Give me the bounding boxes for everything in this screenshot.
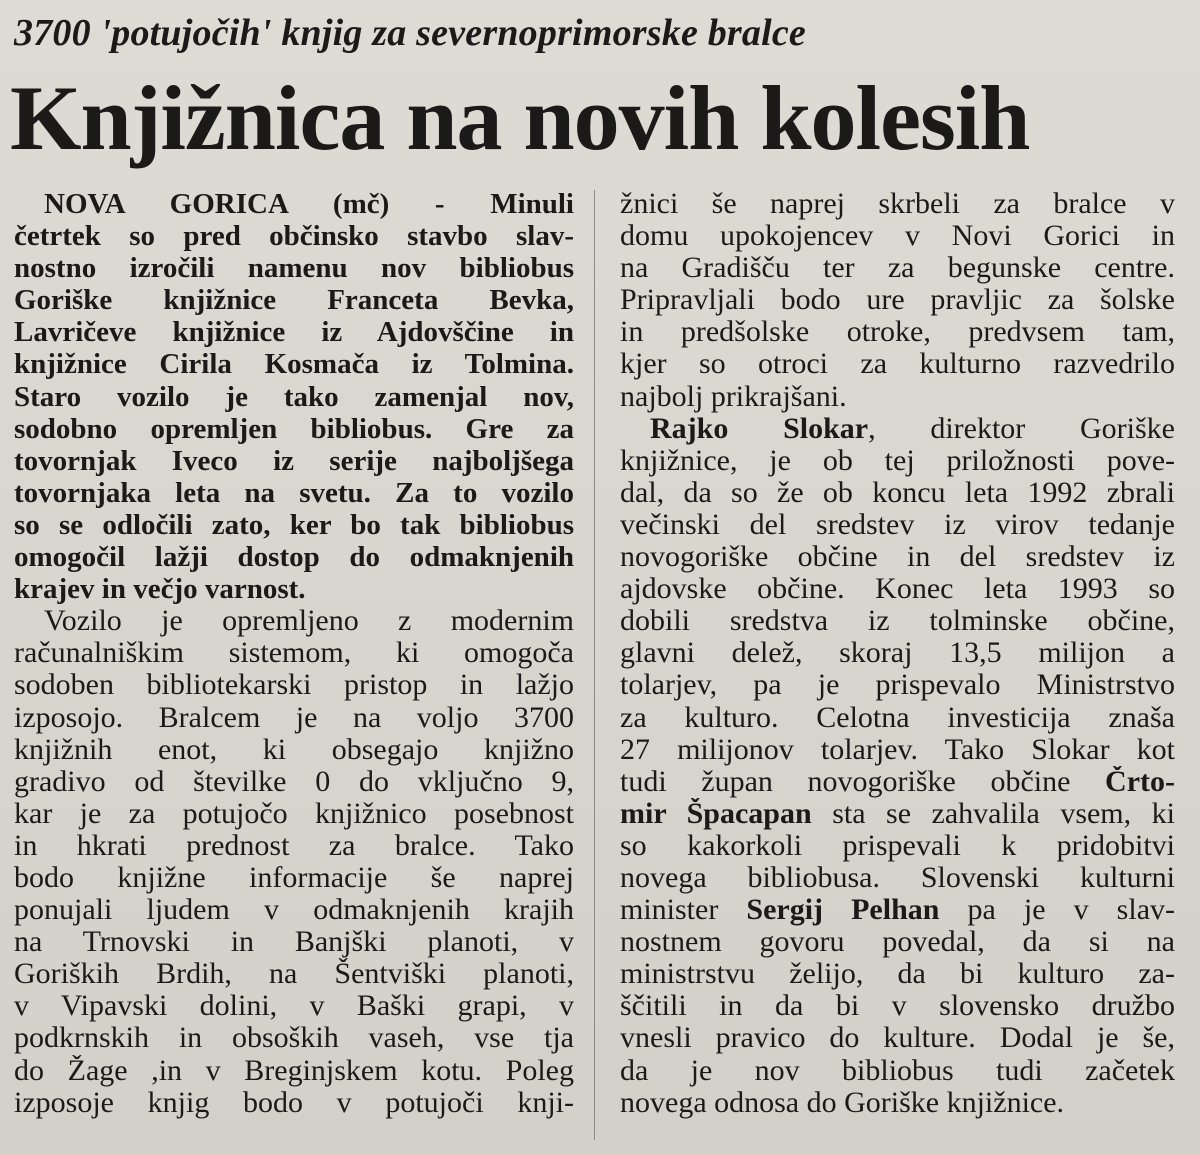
text-line: do Žage ,in v Breginjskem kotu. Poleg	[14, 1054, 574, 1087]
text-line: ščitili in da bi v slovensko družbo	[620, 990, 1175, 1023]
text-line: na Trnovski in Banjški planoti, v	[14, 926, 574, 959]
text-fragment: tudi župan novogoriške občine	[620, 765, 1106, 798]
text-line	[620, 798, 1175, 830]
text-line: izposoje knjig bodo v potujoči knji-	[14, 1086, 574, 1119]
lead-paragraph	[14, 188, 574, 605]
text-line: novega bibliobusa. Slovenski kulturni	[620, 861, 1175, 894]
text-line: izposojo. Bralcem je na voljo 3700	[14, 701, 574, 734]
text-line: tovornjaka leta na svetu. Za to vozilo	[14, 476, 574, 509]
text-line: kjer so otroci za kulturno razvedrilo	[620, 348, 1175, 381]
text-line: četrtek so pred občinsko stavbo slav-	[14, 220, 574, 253]
text-fragment: sta se zahvalila vsem, ki	[811, 797, 1175, 830]
text-line: da je nov bibliobus tudi začetek	[620, 1054, 1175, 1087]
text-line: na Gradišču ter za begunske centre.	[620, 252, 1175, 285]
text-line: knjižnice Cirila Kosmača iz Tolmina.	[14, 348, 574, 381]
text-line: tolarjev, pa je prispevalo Ministrstvo	[620, 669, 1175, 702]
text-line: nostno izročili namenu nov bibliobus	[14, 252, 574, 285]
text-line: so se odločili zato, ker bo tak bibliobus	[14, 508, 574, 541]
text-line: NOVA GORICA (mč) - Minuli	[44, 188, 574, 220]
body-paragraph	[14, 605, 574, 1119]
text-line: 27 milijonov tolarjev. Tako Slokar kot	[620, 733, 1175, 766]
text-line: v Vipavski dolini, v Baški grapi, v	[14, 990, 574, 1023]
text-line: sodobno opremljen bibliobus. Gre za	[14, 412, 574, 445]
text-line: domu upokojencev v Novi Gorici in	[620, 220, 1175, 253]
text-fragment: minister	[620, 894, 747, 927]
director-paragraph	[620, 413, 1175, 1119]
text-line: vnesli pravico do kulture. Dodal je še,	[620, 1022, 1175, 1055]
article-headline: Knjižnica na novih kolesih	[10, 67, 1030, 169]
text-line	[620, 894, 1175, 926]
text-line: so kakorkoli prispevali k pridobitvi	[620, 829, 1175, 862]
column-divider	[594, 190, 595, 1140]
text-line	[620, 766, 1175, 798]
text-line: in hkrati prednost za bralce. Tako	[14, 829, 574, 862]
person-name-mayor-part2: mir Špacapan	[620, 797, 812, 830]
text-line: knjižnih enot, ki obsegajo knjižno	[14, 733, 574, 766]
text-line: najbolj prikrajšani.	[620, 380, 847, 413]
text-line: novega odnosa do Goriške knjižnice.	[620, 1086, 1065, 1119]
text-line: dobili sredstva iz tolminske občine,	[620, 605, 1175, 638]
text-line	[620, 413, 1175, 445]
text-line: glavni delež, skoraj 13,5 milijon a	[620, 637, 1175, 670]
text-fragment: , direktor Goriške	[868, 412, 1175, 445]
text-line: tovornjak Iveco iz serije najboljšega	[14, 444, 574, 477]
text-line: Staro vozilo je tako zamenjal nov,	[14, 380, 574, 413]
text-line: gradivo od številke 0 do vključno 9,	[14, 765, 574, 798]
text-line: Pripravljali bodo ure pravljic za šolske	[620, 284, 1175, 317]
text-line: novogoriške občine in del sredstev iz	[620, 541, 1175, 574]
text-line: Lavričeve knjižnice iz Ajdovščine in	[14, 316, 574, 349]
text-line: bodo knjižne informacije še naprej	[14, 861, 574, 894]
text-line: nostnem govoru povedal, da si na	[620, 926, 1175, 959]
text-line: podkrnskih in obsoških vaseh, vse tja	[14, 1022, 574, 1055]
text-line: sodoben bibliotekarski pristop in lažjo	[14, 669, 574, 702]
text-line: Goriških Brdih, na Šentviški planoti,	[14, 958, 574, 991]
text-line: večinski del sredstev iz virov tedanje	[620, 508, 1175, 541]
text-line: knjižnice, je ob tej priložnosti pove-	[620, 444, 1175, 477]
text-line: Vozilo je opremljeno z modernim	[44, 605, 574, 638]
article-kicker: 3700 'potujočih' knjig za severnoprimorske bralce	[14, 12, 806, 54]
text-line: in predšolske otroke, predvsem tam,	[620, 316, 1175, 349]
text-line: Goriške knjižnice Franceta Bevka,	[14, 284, 574, 317]
text-line: kar je za potujočo knjižnico posebnost	[14, 797, 574, 830]
person-name-mayor-part1: Črto-	[1105, 765, 1175, 798]
person-name-director: Rajko Slokar	[650, 412, 869, 445]
text-line: omogočil lažji dostop do odmaknjenih	[14, 541, 574, 574]
text-line: za kulturo. Celotna investicija znaša	[620, 701, 1175, 734]
text-line: dal, da so že ob koncu leta 1992 zbrali	[620, 476, 1175, 509]
left-column	[14, 188, 574, 1119]
text-line: krajev in večjo varnost.	[14, 573, 306, 606]
continued-paragraph	[620, 188, 1175, 413]
text-line: ministrstvu želijo, da bi kulturo za-	[620, 958, 1175, 991]
text-line: računalniškim sistemom, ki omogoča	[14, 637, 574, 670]
text-fragment: pa je v slav-	[939, 894, 1175, 927]
text-line: ponujali ljudem v odmaknjenih krajih	[14, 894, 574, 927]
person-name-minister: Sergij Pelhan	[746, 894, 940, 927]
text-line: žnici še naprej skrbeli za bralce v	[620, 188, 1175, 220]
right-column	[620, 188, 1175, 1119]
text-line: ajdovske občine. Konec leta 1993 so	[620, 573, 1175, 606]
